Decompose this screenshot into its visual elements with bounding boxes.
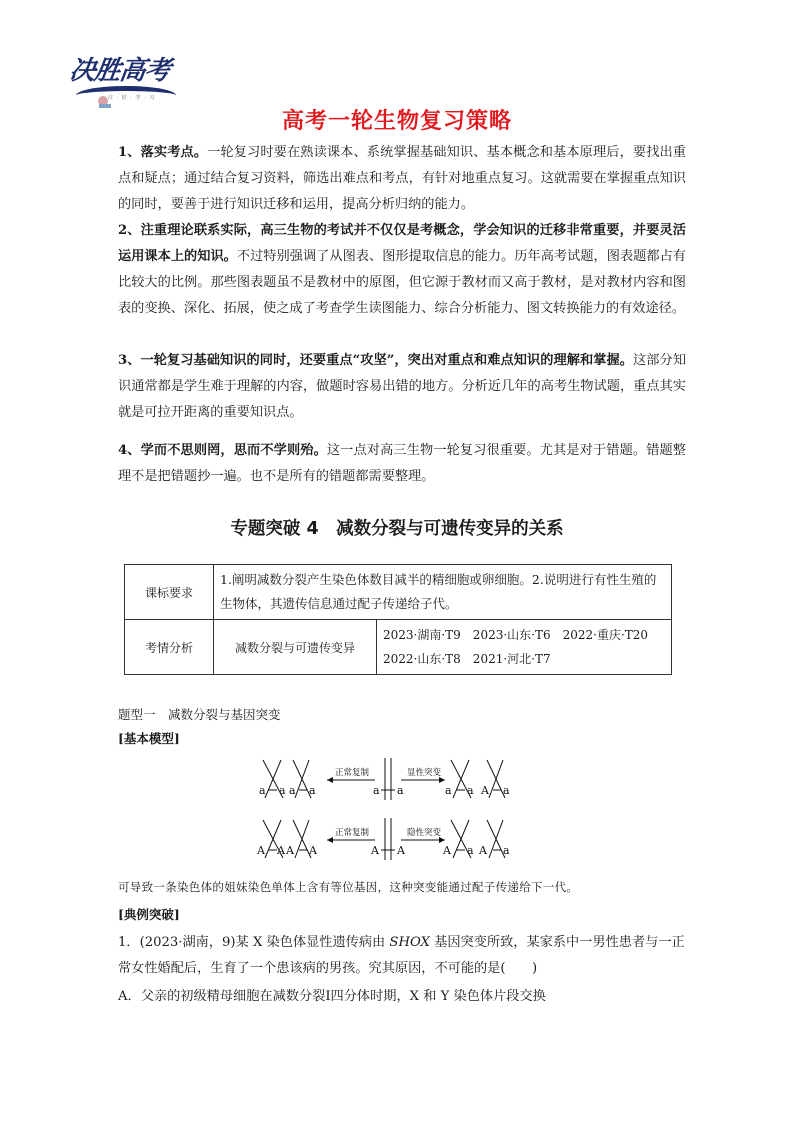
allele-label: A (371, 844, 379, 857)
page-title: 高考一轮生物复习策略 (281, 109, 512, 134)
question-stem-pre: 1．(2023·湖南，9)某 X 染色体显性遗传病由 (118, 935, 390, 950)
strategy-head: 3、一轮复习基础知识的同时，还要重点“攻坚”，突出对重点和难点知识的理解和掌握。 (118, 353, 634, 368)
refs-line-1: 2023·湖南·T9 2023·山东·T6 2022·重庆·T20 (383, 628, 649, 642)
curriculum-table (124, 564, 672, 675)
chromatid-line (489, 820, 503, 858)
example-heading: [典例突破] (118, 907, 180, 922)
chromatid-line (295, 820, 309, 858)
allele-label: a (279, 784, 286, 797)
strategy-body: 不过特别强调了从图表、图形提取信息的能力。历年高考试题，图表题都占有比较大的比例。那些图表题虽不是教材中的原图，但它源于教材而又高于教材，是对教材内容和图表的变换、深化、拓展，使之成了考查学生读图能力、综合分析能力、图文转换能力的有效途径。 (118, 249, 686, 316)
table-analysis-topic: 减数分裂与可遗传变异 (214, 620, 377, 675)
allele-label: a (259, 784, 266, 797)
gene-name: SHOX (389, 935, 430, 950)
label-dominant-mutation: 显性突变 (407, 768, 442, 778)
allele-label: a (289, 784, 296, 797)
allele-label: a (309, 784, 316, 797)
allele-label: A (309, 844, 317, 857)
strategy-head: 2、注重理论联系实际，高三生物的考试并不仅仅是考概念，学会知识的迁移非常重要，并要灵活运用课本上的知识。 (118, 223, 686, 264)
chromatid-line (295, 760, 309, 798)
table-label-requirements: 课标要求 (125, 565, 214, 620)
strategy-head: 4、学而不思则罔，思而不学则殆。 (118, 443, 327, 458)
label-recessive-mutation: 隐性突变 (407, 828, 442, 838)
chromatid-line (489, 760, 503, 798)
allele-label: A (481, 784, 489, 797)
allele-label: a (397, 784, 404, 797)
allele-label: A (397, 844, 405, 857)
strategy-body: 这一点对高三生物一轮复习很重要。尤其是对于错题。错题整理不是把错题抄一遍。也不是所有的错题都需要整理。 (118, 443, 686, 484)
allele-label: a (467, 844, 474, 857)
logo-subtitle: 注 · 好 · 学 · 习 (108, 95, 156, 101)
arrow-left-head-icon (327, 837, 333, 843)
question-option-a: A．父亲的初级精母细胞在减数分裂Ⅰ四分体时期，X 和 Y 染色体片段交换 (118, 989, 546, 1004)
strategy-paragraph-3 (118, 348, 686, 426)
diagram-note: 可导致一条染色体的姐妹染色单体上含有等位基因，这种突变能通过配子传递给下一代。 (118, 880, 579, 894)
strategy-paragraph-1 (118, 140, 686, 218)
allele-label: A (286, 844, 294, 857)
allele-label: a (503, 784, 510, 797)
logo-text: 决胜高考 (67, 56, 172, 86)
question-type-heading: 题型一 减数分裂与基因突变 (118, 707, 281, 722)
allele-label: A (443, 844, 451, 857)
strategy-head: 1、落实考点。 (118, 145, 208, 160)
allele-label: a (373, 784, 380, 797)
allele-label: A (479, 844, 487, 857)
label-normal-copy: 正常复制 (335, 828, 370, 838)
table-row (125, 620, 672, 675)
table-row (125, 565, 672, 620)
allele-label: a (503, 844, 510, 857)
strategy-body: 一轮复习时要在熟读课本、系统掌握基础知识、基本概念和基本原理后，要找出重点和疑点；通过结合复习资料，筛选出难点和考点，有针对地重点复习。这就需要在掌握重点知识的同时，要善于进行知识迁移和运用，提高分析归纳的能力。 (118, 145, 686, 212)
strategy-body: 这部分知识通常都是学生难于理解的内容，做题时容易出错的地方。分析近几年的高考生物试题，重点其实就是可拉开距离的重要知识点。 (118, 353, 687, 420)
table-label-analysis: 考情分析 (125, 620, 214, 675)
table-analysis-refs (377, 620, 672, 675)
refs-line-2: 2022·山东·T8 2021·河北·T7 (383, 652, 551, 666)
basic-model-heading: [基本模型] (118, 731, 180, 746)
strategy-paragraph-4 (118, 438, 686, 490)
table-requirements-content: 1.阐明减数分裂产生染色体数目减半的精细胞或卵细胞。2.说明进行有性生殖的生物体，其遗传信息通过配子传递给子代。 (214, 565, 672, 620)
label-normal-copy: 正常复制 (335, 768, 370, 778)
section-title: 专题突破 4 减数分裂与可遗传变异的关系 (230, 519, 564, 539)
question-stem (118, 930, 688, 982)
allele-label: A (257, 844, 265, 857)
strategy-paragraph-2 (118, 218, 686, 322)
allele-label: a (445, 784, 452, 797)
allele-label: A (277, 844, 285, 857)
allele-label: a (467, 784, 474, 797)
question-stem-post: 基因突变所致，某家系中一男性患者与一正常女性婚配后，生育了一个患该病的男孩。究其原因，不可能的是( ) (118, 935, 685, 976)
arrow-left-head-icon (327, 777, 333, 783)
mutation-diagram (255, 754, 555, 870)
